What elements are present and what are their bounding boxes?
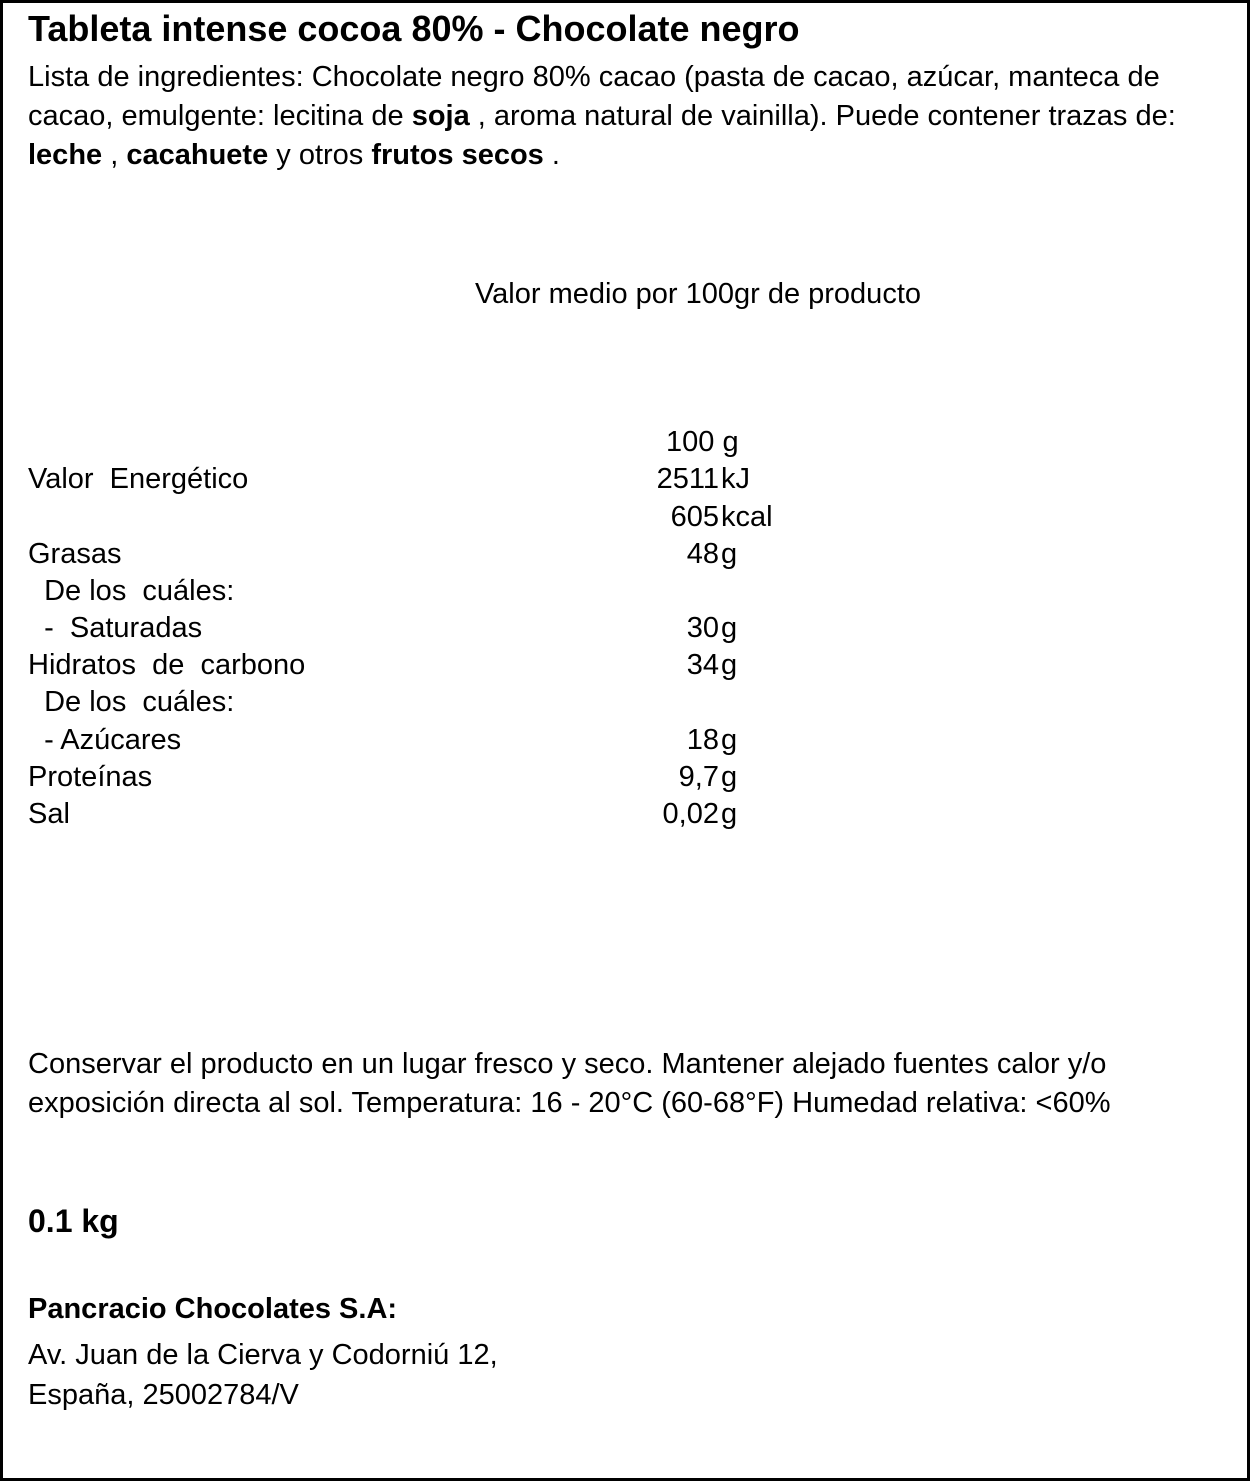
nutrition-unit: g bbox=[721, 612, 738, 644]
nutrition-value: 605 bbox=[670, 501, 719, 533]
nutrition-unit: g bbox=[721, 798, 738, 830]
nutrition-label: - Saturadas bbox=[28, 612, 203, 644]
allergen-leche: leche bbox=[28, 139, 103, 171]
ingredients-text: y otros bbox=[268, 139, 372, 171]
nutrition-label: Hidratos de carbono bbox=[28, 649, 306, 681]
net-weight: 0.1 kg bbox=[28, 1203, 119, 1239]
ingredients-text: , bbox=[102, 139, 127, 171]
storage-instructions: Conservar el producto en un lugar fresco y seco. Mantener alejado fuentes calor y/o exposición directa al sol. Temperatura: 16 - 20°C (60-68°F) Humedad relativa: <60% bbox=[28, 1048, 1111, 1119]
nutrition-label: Sal bbox=[28, 798, 70, 830]
allergen-cacahuete: cacahuete bbox=[126, 139, 269, 171]
ingredients-list bbox=[28, 58, 1228, 175]
nutrition-label: Grasas bbox=[28, 538, 122, 570]
nutrition-value: 2511 bbox=[656, 463, 719, 495]
ingredients-text: , aroma natural de vainilla). Puede contener trazas de: bbox=[469, 100, 1176, 132]
nutrition-label: De los cuáles: bbox=[28, 686, 235, 718]
nutrition-unit: g bbox=[721, 538, 738, 570]
nutrition-value: 48 bbox=[686, 538, 719, 570]
nutrition-column-header: Valor medio por 100gr de producto bbox=[474, 278, 922, 310]
nutrition-per-amount: 100 g bbox=[666, 426, 739, 458]
nutrition-label: - Azúcares bbox=[28, 724, 182, 756]
nutrition-unit: g bbox=[721, 724, 738, 756]
nutrition-value: 0,02 bbox=[662, 798, 719, 830]
nutrition-value: 34 bbox=[686, 649, 719, 681]
nutrition-value: 30 bbox=[686, 612, 719, 644]
nutrition-label: Proteínas bbox=[28, 761, 153, 793]
allergen-frutos-secos: frutos secos bbox=[371, 139, 544, 171]
product-title: Tableta intense cocoa 80% - Chocolate negro bbox=[28, 8, 800, 49]
company-address-line1: Av. Juan de la Cierva y Codorniú 12, bbox=[28, 1339, 498, 1371]
nutrition-value: 9,7 bbox=[678, 761, 719, 793]
ingredients-text: . bbox=[543, 139, 560, 171]
nutrition-unit: g bbox=[721, 649, 738, 681]
ingredients-text: Lista de ingredientes: Chocolate negro 80% cacao (pasta de cacao, azúcar, manteca de cacao, emulgente: lecitina de bbox=[28, 61, 1160, 132]
company-name: Pancracio Chocolates S.A: bbox=[28, 1293, 398, 1325]
nutrition-unit: g bbox=[721, 761, 738, 793]
nutrition-unit: kJ bbox=[721, 463, 750, 495]
allergen-soja: soja bbox=[411, 100, 470, 132]
company-address-line2: España, 25002784/V bbox=[28, 1379, 299, 1411]
nutrition-label: Valor Energético bbox=[28, 463, 249, 495]
nutrition-value: 18 bbox=[686, 724, 719, 756]
nutrition-label: De los cuáles: bbox=[28, 575, 235, 607]
nutrition-unit: kcal bbox=[721, 501, 773, 533]
